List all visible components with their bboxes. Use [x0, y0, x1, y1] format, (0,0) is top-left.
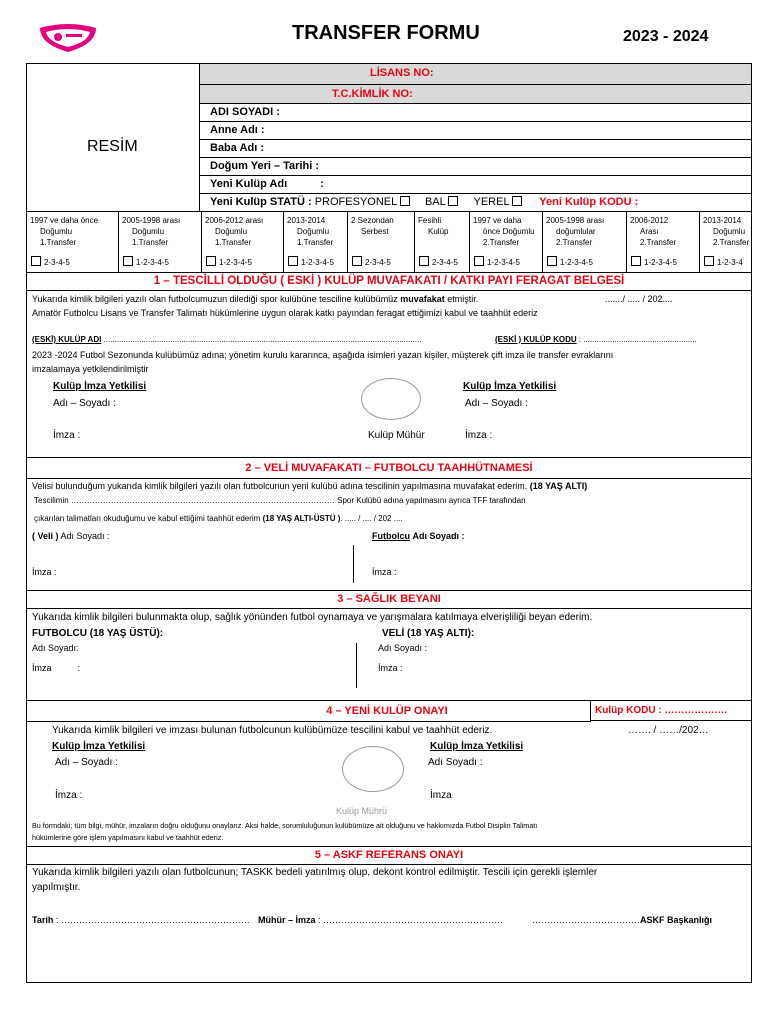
old-club-row[interactable]: (ESKİ) KULÜP ADI ............................................................................................................................................... — [32, 335, 422, 344]
new-club-code-label: Yeni Kulüp KODU : — [539, 196, 639, 208]
category-text: 1.Transfer — [132, 238, 169, 247]
section3-right-name[interactable]: Adı Soyadı : — [378, 643, 428, 653]
section4-date[interactable]: ……. / ……/202… — [628, 725, 709, 736]
section1-name-left[interactable]: Adı – Soyadı : — [53, 398, 116, 409]
tc-no-label: T.C.KİMLİK NO: — [332, 88, 413, 100]
category-text: Doğumlu — [215, 227, 248, 236]
section4-name-left[interactable]: Adı – Soyadı : — [55, 757, 118, 768]
section3-right-head: VELİ (18 YAŞ ALTI): — [382, 628, 475, 639]
section5-askf: ………………………………ASKF Başkanlığı — [532, 915, 713, 925]
form-title: TRANSFER FORMU — [292, 22, 480, 44]
section5-line1: Yukarıda kimlik bilgileri yazılı olan futbolcunun; TASKK bedeli yatırılmış olup, dekont kontrol edilmiştir. Tescili için gerekli işlemler — [32, 867, 598, 878]
section1-auth-left: Kulüp İmza Yetkilisi — [53, 381, 147, 392]
section4-auth-left: Kulüp İmza Yetkilisi — [52, 741, 146, 752]
section2-line1: Velisi bulunduğum yukarıda kimlik bilgileri yazılı olan futbolcunun yeni kulübü adına tescilinin yapılmasına muvafakat ederim. (18 YAŞ ALTI) — [32, 481, 588, 491]
section1-line1: Yukarıda kimlik bilgileri yazılı olan futbolcumuzun dilediği spor kulübüne tesciline kulübümüz muvafakat etmiştir. — [32, 294, 479, 304]
license-no-row — [200, 64, 751, 84]
category-text: önce Doğumlu — [483, 227, 535, 236]
category-checkbox[interactable] — [288, 256, 298, 266]
section2-title: 2 – VELİ MUVAFAKATI – FUTBOLCU TAAHHÜTNAMESİ — [245, 462, 533, 474]
new-club-label: Yeni Kulüp Adı — [210, 178, 288, 190]
section4-name-right[interactable]: Adı Soyadı : — [428, 757, 483, 768]
name-label: ADI SOYADI : — [210, 106, 280, 118]
category-text: Doğumlu — [297, 227, 330, 236]
section1-date[interactable]: ......./ ..... / 202.... — [605, 294, 673, 304]
category-option[interactable] — [631, 256, 677, 267]
section2-line2[interactable]: Tescilimin ……………………………………………………………………………………… Spor Kulübü adına yapılmasını ayrıca TFF tarafından — [34, 496, 526, 505]
category-options-label: 2-3-4-5 — [44, 258, 70, 267]
category-text: 2013-2014 — [703, 216, 742, 225]
category-cell-5 — [347, 212, 414, 272]
photo-box — [27, 64, 199, 212]
category-text: 2.Transfer — [556, 238, 593, 247]
section1-line2: Amatör Futbolcu Lisans ve Transfer Talimatı hükümlerine uygun olarak katkı payından feragat ettiğimizi kabul ve taahhüt ederiz — [32, 308, 538, 318]
category-text: 2005-1998 arası — [546, 216, 605, 225]
father-field[interactable] — [210, 142, 264, 154]
category-text: 1997 ve daha önce — [30, 216, 99, 225]
section1-sign-left[interactable]: İmza : — [53, 430, 81, 441]
status-bal-label: BAL — [424, 196, 446, 208]
category-checkbox[interactable] — [631, 256, 641, 266]
category-checkbox[interactable] — [206, 256, 216, 266]
section4-seal-circle — [342, 746, 404, 792]
section2-line3: çıkarılan talimatları okuduğumu ve kabul ettiğimi taahhüt ederim (18 YAŞ ALTI-ÜSTÜ ). ..... / .... / 202 .... — [34, 514, 403, 523]
category-text: Fesihli — [418, 216, 442, 225]
transfer-category-row — [27, 212, 751, 272]
category-options-label: 1-2-3-4-5 — [644, 258, 677, 267]
section3-left-name[interactable]: Adı Soyadı: — [32, 643, 79, 653]
category-checkbox[interactable] — [704, 256, 714, 266]
category-cell-2 — [118, 212, 201, 272]
category-options-label: 1-2-3-4-5 — [136, 258, 169, 267]
category-cell-7 — [469, 212, 542, 272]
status-local-checkbox[interactable] — [512, 196, 522, 206]
new-club-field[interactable] — [210, 178, 324, 190]
photo-label: RESİM — [87, 138, 138, 155]
category-checkbox[interactable] — [474, 256, 484, 266]
category-text: Doğumlu — [40, 227, 73, 236]
section4-seal-label: Kulüp Mührü — [336, 806, 388, 816]
category-options-label: 2-3-4-5 — [365, 258, 391, 267]
birth-field[interactable] — [210, 160, 319, 172]
category-cell-4 — [283, 212, 347, 272]
category-text: 2005-1998 arası — [122, 216, 181, 225]
season-label: 2023 - 2024 — [623, 28, 709, 45]
section1-name-right[interactable]: Adı – Soyadı : — [465, 398, 528, 409]
section3-left-sign[interactable]: İmza : — [32, 663, 81, 673]
category-option[interactable] — [206, 256, 252, 267]
category-text: 2 Sezondan — [351, 216, 394, 225]
category-text: doğumlular — [556, 227, 596, 236]
section4-note1: Bu formdaki; tüm bilgi, mühür, imzaların doğru olduğunu onaylarız. Aksi halde, sorumluluğunun kulübümüze ait olduğunu ve hakkımızda Futbol Disiplin Talimatı — [32, 821, 538, 830]
section4-code-box[interactable] — [590, 701, 751, 721]
status-row — [210, 196, 638, 208]
section4-code: Kulüp KODU : ………………. — [595, 705, 728, 716]
category-options-label: 1-2-3-4-5 — [560, 258, 593, 267]
category-option[interactable] — [288, 256, 334, 267]
category-text: 1.Transfer — [297, 238, 334, 247]
category-text: 2006-2012 arası — [205, 216, 264, 225]
status-local-label: YEREL — [473, 196, 510, 208]
category-text: 1.Transfer — [215, 238, 252, 247]
section4-sign-left[interactable]: İmza : — [55, 790, 83, 801]
section5-line2: yapılmıştır. — [32, 882, 81, 893]
section4-auth-right: Kulüp İmza Yetkilisi — [430, 741, 524, 752]
new-club-colon: : — [320, 178, 324, 190]
category-text: Doğumlu — [713, 227, 746, 236]
father-label: Baba Adı : — [210, 142, 264, 154]
category-cell-10 — [699, 212, 751, 272]
parent-name-row[interactable]: ( Veli ) Adı Soyadı : — [32, 531, 110, 541]
tc-no-row — [200, 85, 751, 103]
category-checkbox[interactable] — [123, 256, 133, 266]
category-text: 2.Transfer — [483, 238, 520, 247]
category-checkbox[interactable] — [547, 256, 557, 266]
section1-line3: 2023 -2024 Futbol Sezonunda kulübümüz adına; yönetim kurulu kararınca, aşağıda isimleri yazan kişiler, müşterek çift imza ile transfer evraklarını — [32, 350, 614, 360]
category-option[interactable] — [31, 256, 70, 267]
category-text: 2.Transfer — [713, 238, 750, 247]
status-pro-label: PROFESYONEL — [314, 196, 397, 208]
old-club-code-row[interactable]: (ESKİ ) KULÜP KODU : ................................................... — [495, 335, 697, 344]
category-options-label: 1-2-3-4-5 — [301, 258, 334, 267]
section1-line4: imzalamaya yetkilendirilmiştir — [32, 364, 149, 374]
section2-sign-left[interactable]: İmza : — [32, 567, 57, 577]
category-option[interactable] — [123, 256, 169, 267]
section3-title: 3 – SAĞLIK BEYANI — [337, 593, 441, 605]
section5-seal[interactable]: Mühür – İmza : …………………………………………………… — [258, 915, 504, 925]
section4-sign-right[interactable]: İmza — [430, 790, 452, 801]
section2-sign-right[interactable]: İmza : — [372, 567, 397, 577]
section1-sign-right[interactable]: İmza : — [465, 430, 493, 441]
section3-right-sign[interactable]: İmza : — [378, 663, 403, 673]
section4-line1: Yukarıda kimlik bilgileri ve imzası bulunan futbolcunun kulübümüze tescilini kabul ve taahhüt ederiz. — [52, 725, 493, 736]
mother-field[interactable] — [210, 124, 265, 136]
section1-title: 1 – TESCİLLİ OLDUĞU ( ESKİ ) KULÜP MUVAFAKATI / KATKI PAYI FERAGAT BELGESİ — [153, 275, 625, 287]
category-cell-8 — [542, 212, 626, 272]
category-text: Arası — [640, 227, 659, 236]
category-options-label: 1-2-3-4-5 — [487, 258, 520, 267]
category-options-label: 1-2-3-4 — [717, 258, 743, 267]
category-text: Doğumlu — [132, 227, 165, 236]
category-cell-9 — [626, 212, 699, 272]
category-option[interactable] — [547, 256, 593, 267]
section1-seal-label: Kulüp Mühür — [368, 430, 425, 441]
category-checkbox[interactable] — [31, 256, 41, 266]
section4-note2: hükümlerine göre işlem yapılmasını kabul ve taahhüt ederiz. — [32, 833, 224, 842]
category-option[interactable] — [704, 256, 743, 267]
status-pro-checkbox[interactable] — [400, 196, 410, 206]
category-checkbox[interactable] — [419, 256, 429, 266]
section3-line1: Yukarıda kimlik bilgileri bulunmakta olup, sağlık yönünden futbol oynamaya ve yarışmalara katılmaya elverişliliği beyan ederim. — [32, 612, 593, 623]
category-options-label: 1-2-3-4-5 — [219, 258, 252, 267]
category-text: 2.Transfer — [640, 238, 677, 247]
category-options-label: 2-3-4-5 — [432, 258, 458, 267]
status-label: Yeni Kulüp STATÜ : — [210, 196, 312, 208]
section5-date[interactable]: Tarih : ……………………………………………………… — [32, 915, 250, 925]
category-text: 1997 ve daha — [473, 216, 522, 225]
section5-title: 5 – ASKF REFERANS ONAYI — [314, 849, 464, 861]
category-text: 2013-2014 — [287, 216, 326, 225]
category-text: 1.Transfer — [40, 238, 77, 247]
player-name-row[interactable]: Futbolcu Adı Soyadı : — [372, 531, 465, 541]
category-checkbox[interactable] — [352, 256, 362, 266]
status-bal-checkbox[interactable] — [448, 196, 458, 206]
license-no-label: LİSANS NO: — [370, 67, 434, 79]
mother-label: Anne Adı : — [210, 124, 265, 136]
section4-title: 4 – YENİ KULÜP ONAYI — [326, 705, 448, 717]
category-option[interactable] — [352, 256, 391, 267]
name-field[interactable] — [210, 106, 280, 118]
category-option[interactable] — [419, 256, 458, 267]
birth-label: Doğum Yeri – Tarihi : — [210, 160, 320, 172]
category-text: Serbest — [361, 227, 389, 236]
category-cell-1 — [27, 212, 118, 272]
tff-logo-icon — [36, 22, 100, 54]
section1-auth-right: Kulüp İmza Yetkilisi — [463, 381, 557, 392]
section3-left-head: FUTBOLCU (18 YAŞ ÜSTÜ): — [32, 628, 164, 639]
section1-seal-circle — [361, 378, 421, 420]
category-cell-3 — [201, 212, 283, 272]
category-text: Kulüp — [428, 227, 449, 236]
category-text: 2006-2012 — [630, 216, 669, 225]
category-cell-6 — [414, 212, 469, 272]
category-option[interactable] — [474, 256, 520, 267]
